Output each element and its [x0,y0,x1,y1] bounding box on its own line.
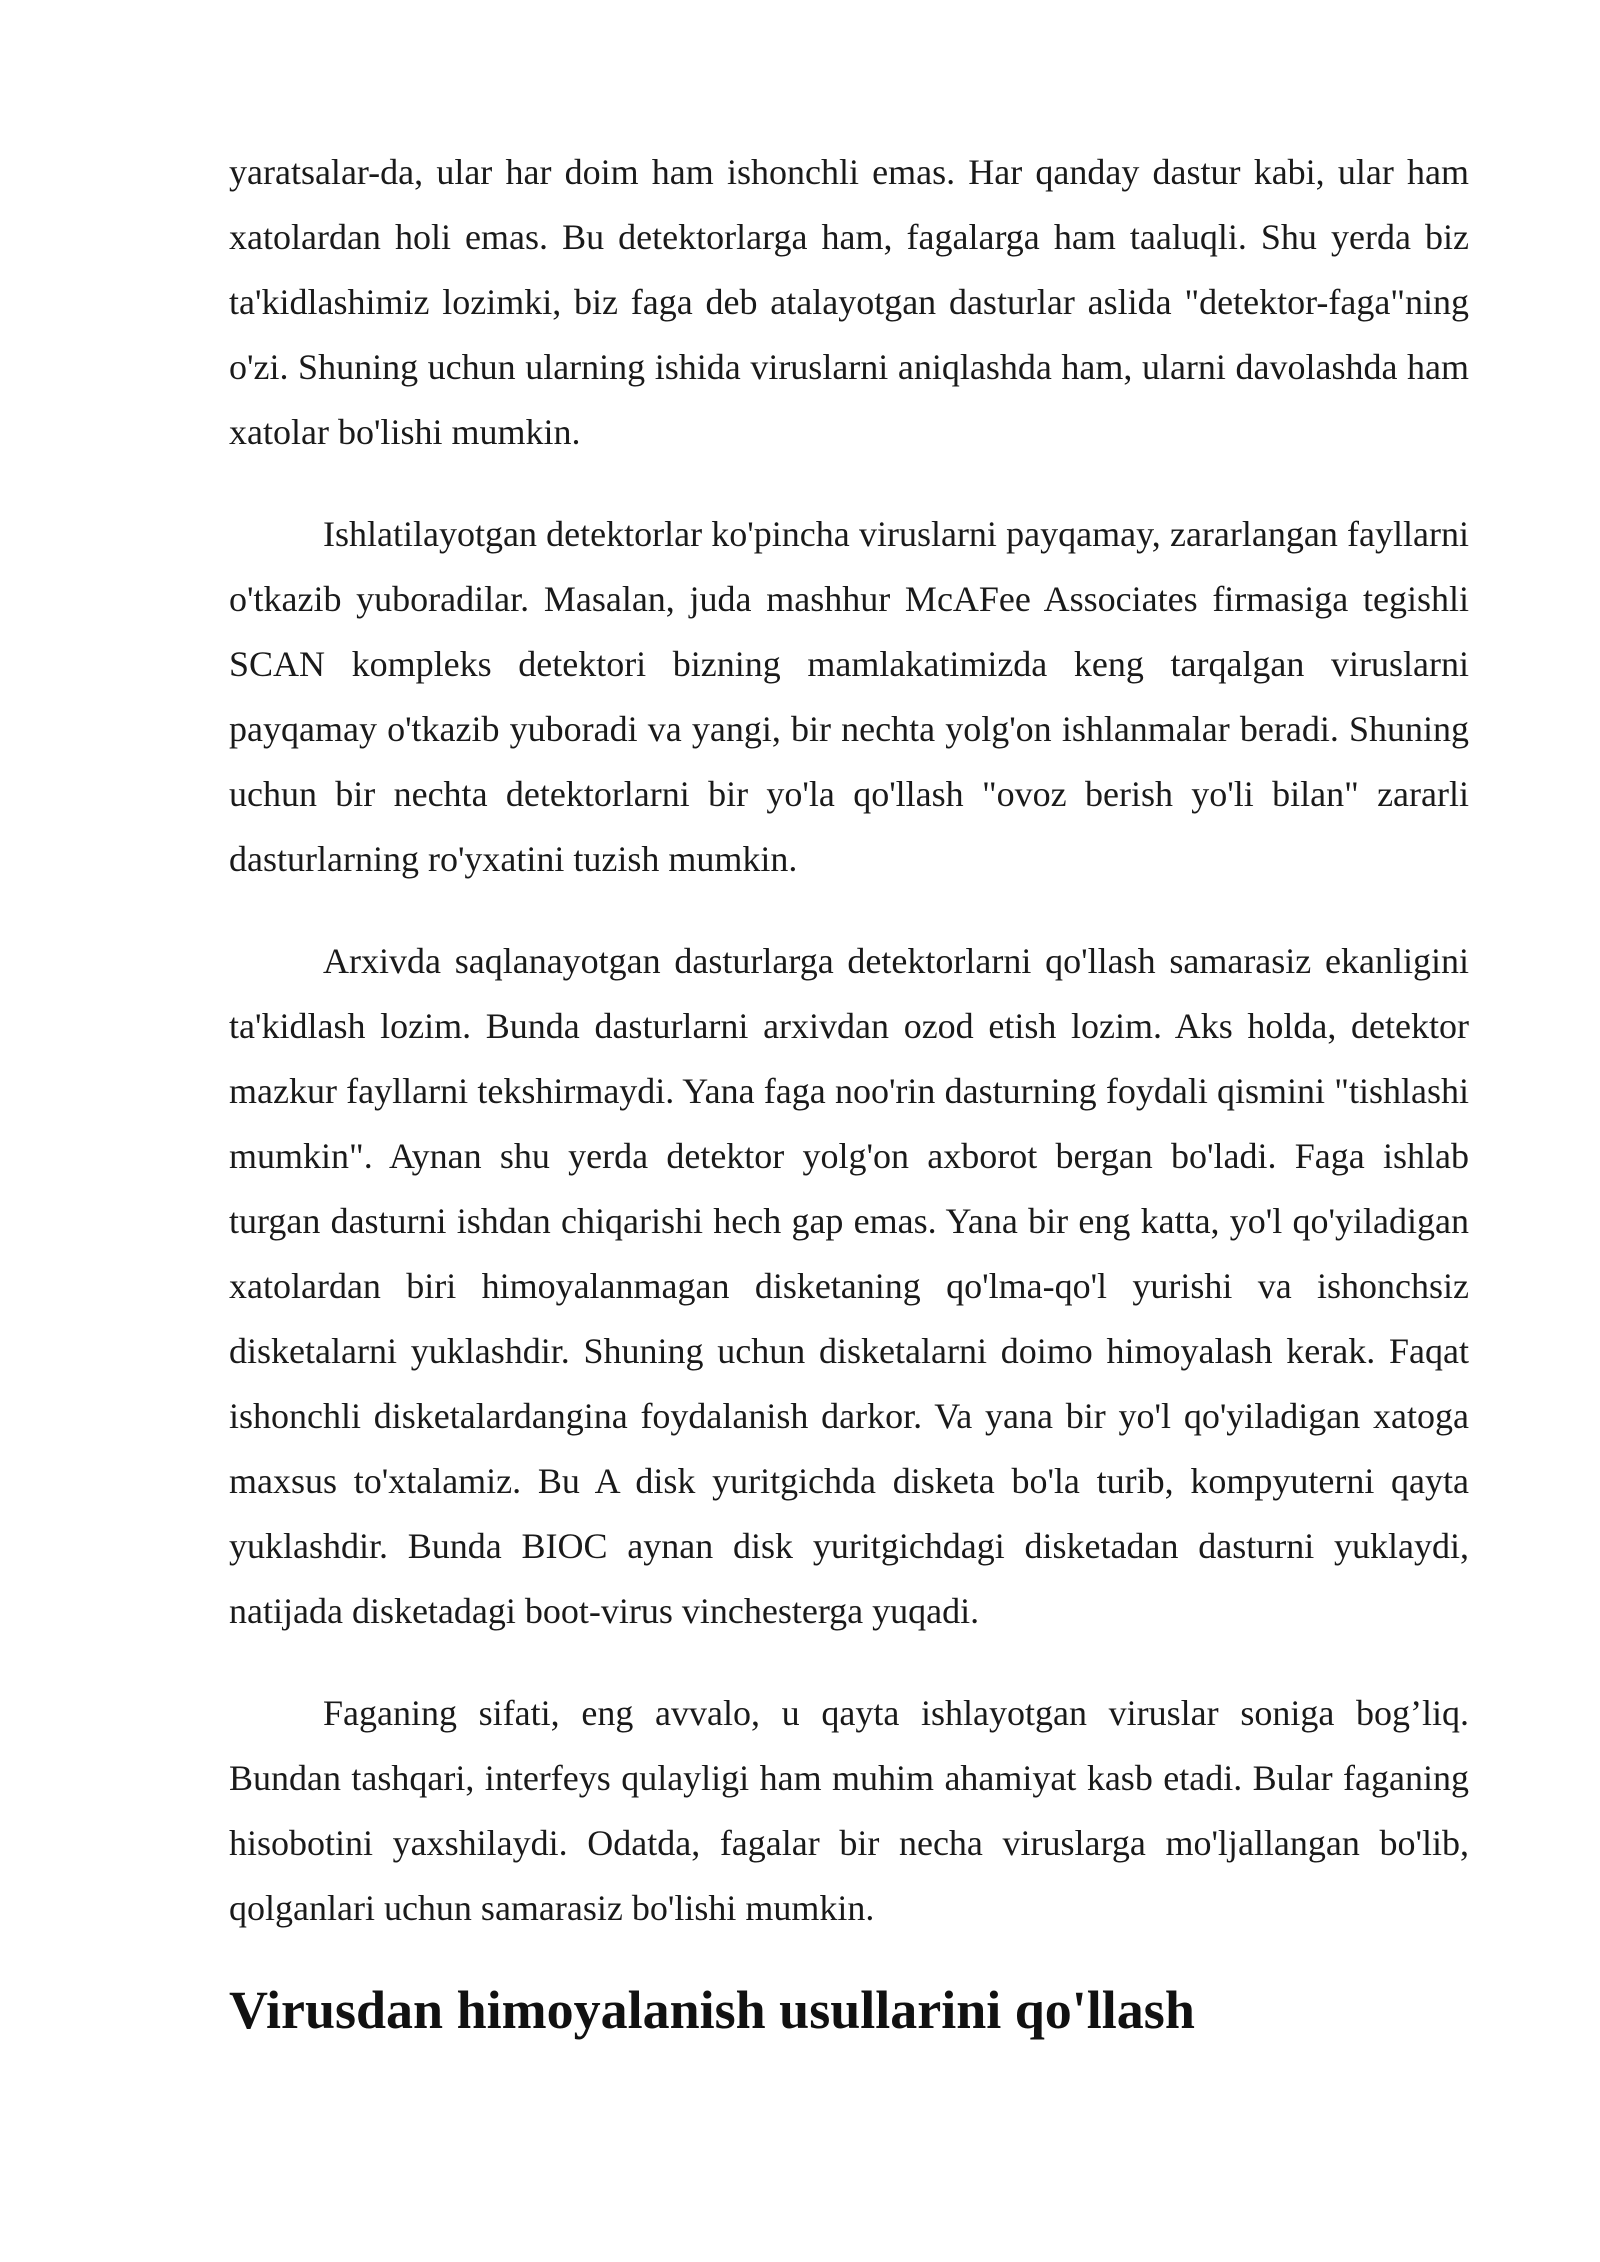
paragraph-faga-quality: Faganing sifati, eng avvalo, u qayta ishlayotgan viruslar soniga bog’liq. Bundan tashqari, interfeys qulayligi ham muhim ahamiyat kasb etadi. Bular faganing hisobotini yaxshilaydi. Odatda, fagalar bir necha viruslarga mo'ljallangan bo'lib, qolganlari uchun samarasiz bo'lishi mumkin. [229,1693,1469,1928]
paragraph-archive: Arxivda saqlanayotgan dasturlarga detektorlarni qo'llash samarasiz ekanligini ta'kidlash lozim. Bunda dasturlarni arxivdan ozod etish lozim. Aks holda, detektor mazkur fayllarni tekshirmaydi. Yana faga noo'rin dasturning foydali qismini "tishlashi mumkin". Aynan shu yerda detektor yolg'on axborot bergan bo'ladi. Faga ishlab turgan dasturni ishdan chiqarishi hech gap emas. Yana bir eng katta, yo'l qo'yiladigan xatolardan biri himoyalanmagan disketaning qo'lma-qo'l yurishi va ishonchsiz disketalarni yuklashdir. Shuning uchun disketalarni doimo himoyalash kerak. Faqat ishonchli disketalardangina foydalanish darkor. Va yana bir yo'l qo'yiladigan xatoga maxsus to'xtalamiz. Bu A disk yuritgichda disketa bo'la turib, kompyuterni qayta yuklashdir. Bunda BIOC aynan disk yuritgichdagi disketadan dasturni yuklaydi, natijada disketadagi boot-virus vinchesterga yuqadi. [229,941,1469,1631]
document-body [229,140,1469,2043]
paragraph-detectors: Ishlatilayotgan detektorlar ko'pincha viruslarni payqamay, zararlangan fayllarni o'tkazib yuboradilar. Masalan, juda mashhur McAFee Associates firmasiga tegishli SCAN kompleks detektori bizning mamlakatimizda keng tarqalgan viruslarni payqamay o'tkazib yuboradi va yangi, bir nechta yolg'on ishlanmalar beradi. Shuning uchun bir nechta detektorlarni bir yo'la qo'llash "ovoz berish yo'li bilan" zararli dasturlarning ro'yxatini tuzish mumkin. [229,514,1469,879]
paragraph-continuation: yaratsalar-da, ular har doim ham ishonchli emas. Har qanday dastur kabi, ular ham xatolardan holi emas. Bu detektorlarga ham, fagalarga ham taaluqli. Shu yerda biz ta'kidlashimiz lozimki, biz faga deb atalayotgan dasturlar aslida "detektor-faga"ning o'zi. Shuning uchun ularning ishida viruslarni aniqlashda ham, ularni davolashda ham xatolar bo'lishi mumkin. [229,152,1469,452]
section-heading: Virusdan himoyalanish usullarini qo'llash [229,1980,1195,2040]
